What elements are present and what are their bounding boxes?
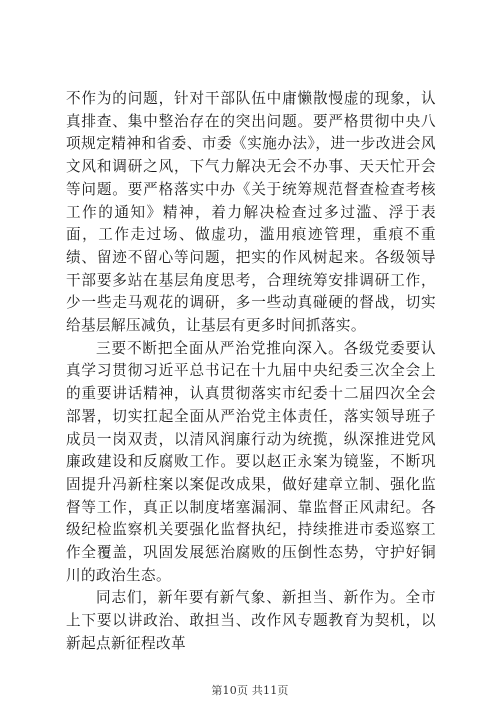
document-body xyxy=(66,88,436,656)
paragraph-party-discipline: 三要不断把全面从严治党推向深入。各级党委要认真学习贯彻习近平总书记在十九届中央纪委三次全会上的重要讲话精神，认真贯彻落实市纪委十二届四次全会部署，切实扛起全面从严治党主体责任，落实领导班子成员一岗双责，以清风润廉行动为统揽，纵深推进党风廉政建设和反腐败工作。要以赵正永案为镜鉴，不断巩固提升冯新柱案以案促改成果，做好建章立制、强化监督等工作，真正以制度堵塞漏洞、靠监督正风肃纪。各级纪检监察机关要强化监督执纪，持续推进市委巡察工作全覆盖，巩固发展惩治腐败的压倒性态势，守护好铜川的政治生态。 xyxy=(66,339,436,584)
page-footer: 第10页 共11页 xyxy=(211,684,289,697)
paragraph-continuation: 不作为的问题，针对干部队伍中庸懒散慢虚的现象，认真排查、集中整治存在的突出问题。要严格贯彻中央八项规定精神和省委、市委《实施办法》，进一步改进会风文风和调研之风，下气力解决无会不办事、天天忙开会等问题。要严格落实中办《关于统筹规范督查检查考核工作的通知》精神，着力解决检查过多过滥、浮于表面，工作走过场、做虚功，滥用痕迹管理，重痕不重绩、留迹不留心等问题，把实的作风树起来。各级领导干部要多站在基层角度思考，合理统筹安排调研工作，少一些走马观花的调研，多一些动真碰硬的督战，切实给基层解压减负，让基层有更多时间抓落实。 xyxy=(66,90,436,335)
paragraph-comrades: 同志们，新年要有新气象、新担当、新作为。全市上下要以讲政治、敢担当、改作风专题教育为契机，以新起点新征程改革 xyxy=(66,589,436,652)
